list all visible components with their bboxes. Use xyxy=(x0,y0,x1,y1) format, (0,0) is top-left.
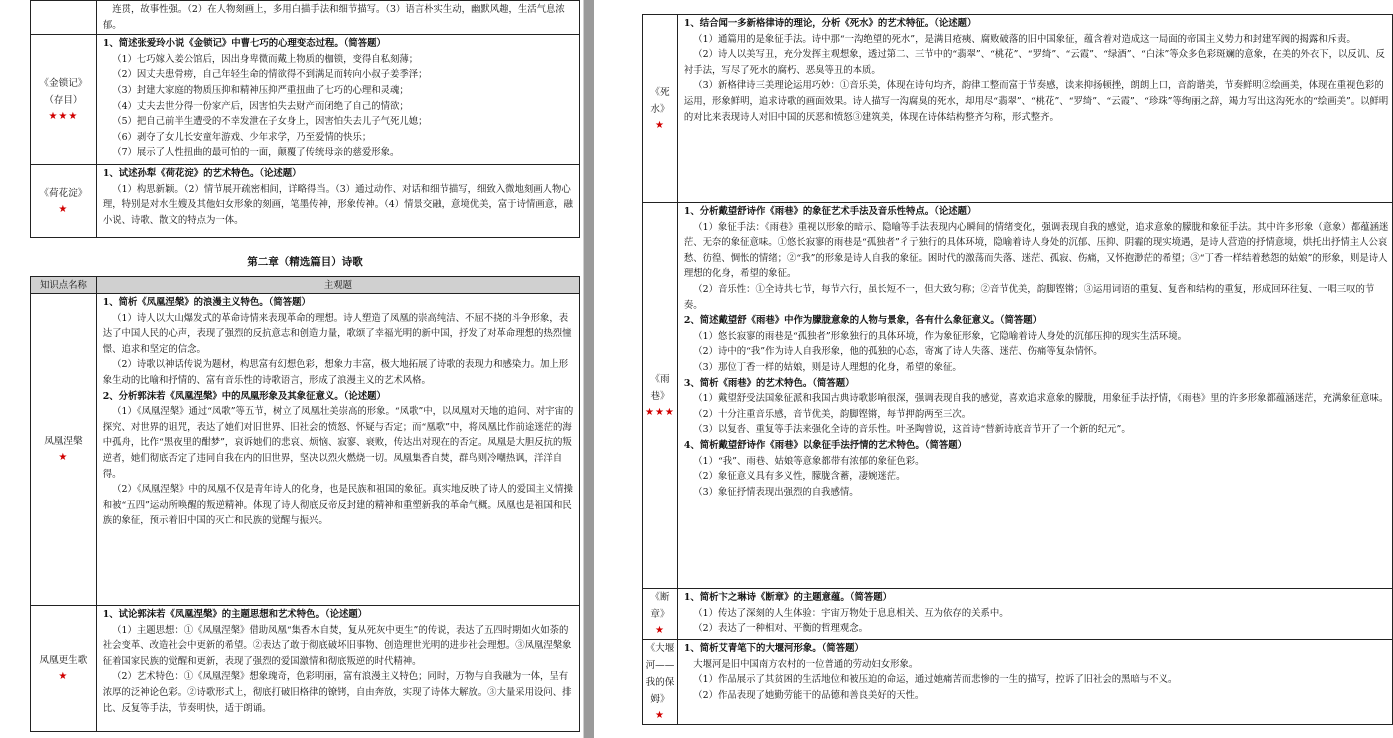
answer-text: （7）展示了人性扭曲的最可怕的一面，颠覆了传统母亲的慈爱形象。 xyxy=(112,147,400,159)
question-cell xyxy=(96,35,579,165)
question-title: 1、简述张爱玲小说《金锁记》中曹七巧的心理变态过程。（简答题） xyxy=(102,38,386,50)
importance-stars: ★★★ xyxy=(48,110,79,122)
answer-text: 连贯，故事性强。（2）在人物刻画上，多用白描手法和细节描写。（3）语言朴实生动，幽默风趣，生活气息浓郁。 xyxy=(102,4,565,31)
table-row xyxy=(31,35,580,165)
knowledge-point-cell xyxy=(643,589,678,640)
question-title: 1、简析卞之琳诗《断章》的主题意蕴。（简答题） xyxy=(683,592,892,603)
answer-text: （1）作品展示了其贫困的生活地位和被压迫的命运，通过她痛苦而悲惨的一生的描写，控诉了旧社会的黑暗与不义。 xyxy=(693,674,1178,686)
question-title: 3、简析《雨巷》的艺术特色。（简答题） xyxy=(683,377,855,389)
table-header-row xyxy=(31,277,580,294)
question-title: 2、简述戴望舒《雨巷》中作为朦胧意象的人物与景象，各有什么象征意义。（简答题） xyxy=(683,315,1042,327)
answer-text: （3）封建大家庭的物质压抑和精神压抑严重扭曲了七巧的心理和灵魂； xyxy=(112,84,409,96)
question-cell xyxy=(677,15,1392,203)
importance-stars: ★★★ xyxy=(645,406,675,418)
table-row xyxy=(643,15,1393,203)
answer-text: （2）《凤凰涅槃》中的凤凰不仅是青年诗人的化身，也是民族和祖国的象征。真实地反映了诗人的爱国主义情操和被“五四”运动所唤醒的叛逆精神。体现了诗人彻底反帝反封建的精神和重塑新我的革命气概。凤凰也是祖国和民族的象征，预示着旧中国的灭亡和民族的觉醒与振兴。 xyxy=(102,484,573,527)
importance-stars: ★ xyxy=(654,710,665,721)
answer-text: （2）诗中的“我”作为诗人自我形象，他的孤独的心态，寄寓了诗人失落、迷茫、伤痛等复杂情怀。 xyxy=(693,346,1103,358)
knowledge-point-cell xyxy=(643,15,678,203)
table-row xyxy=(31,606,580,732)
answer-text: （6）剥夺了女儿长安童年游戏、少年求学，乃至爱情的快乐； xyxy=(112,131,372,143)
question-cell xyxy=(96,1,579,35)
question-title: 4、简析戴望舒诗作《雨巷》以象征手法抒情的艺术特色。（简答题） xyxy=(683,439,967,451)
answer-text: （3）那位丁香一样的姑娘，则是诗人理想的化身，希望的象征。 xyxy=(693,361,962,373)
table-row xyxy=(31,294,580,606)
question-cell xyxy=(677,203,1392,589)
importance-stars: ★ xyxy=(654,119,665,131)
answer-text: （1）诗人以大山爆发式的革命诗情来表现革命的理想。诗人塑造了凤凰的崇高纯洁、不屈不挠的斗争形象，表达了中国人民的心声，表现了强烈的反抗意志和创造力量，歌颂了幸福光明的新中国，抒发了对革命理想的热烈憧憬、追求和坚定的信念。 xyxy=(102,312,572,355)
question-cell xyxy=(96,165,579,238)
question-title: 1、结合闻一多新格律诗的理论，分析《死水》的艺术特征。（论述题） xyxy=(683,18,977,29)
knowledge-point-cell xyxy=(31,35,97,165)
knowledge-point-cell xyxy=(31,606,97,732)
answer-text: （1）“我”、雨巷、姑娘等意象都带有浓郁的象征色彩。 xyxy=(693,455,925,467)
knowledge-point-cell xyxy=(643,640,678,725)
table-row xyxy=(643,640,1393,725)
answer-text: （1）构思新颖。（2）情节展开疏密相间，详略得当。（3）通过动作、对话和细节描写，细致入微地刻画人物心理，特别是对水生嫂及其他妇女形象的刻画，笔墨传神，形象传神。（4）情景交融，意境优美，富于诗情画意，融小说、诗歌、散文的特点为一体。 xyxy=(102,183,573,226)
answer-text: （2）诗人以美写丑，充分发挥主观想象，透过第二、三节中的“翡翠”、“桃花”、“罗绮”、“云霞”、“绿酒”、“白沫”等众多色彩斑斓的意象，在美的外衣下，以反讥、反衬手法，写尽了死水的腐朽、恶臭等丑的本质。 xyxy=(683,49,1385,76)
question-cell xyxy=(677,589,1392,640)
importance-stars: ★ xyxy=(654,625,665,636)
table-row xyxy=(643,203,1393,589)
answer-text: （1）传达了深刻的人生体验：宇宙万物处于息息相关、互为依存的关系中。 xyxy=(693,607,1009,619)
answer-text: （4）丈夫去世分得一份家产后，因害怕失去财产而闭绝了自己的情欲； xyxy=(112,100,409,112)
knowledge-point-name: 《金锁记》（存目） xyxy=(39,77,88,106)
knowledge-point-name: 凤凰更生歌 xyxy=(39,655,88,666)
answer-text: （3）新格律诗三美理论运用巧妙：①音乐美，体现在诗句均齐，韵律工整而富于节奏感，读来抑扬顿挫，朗朗上口，音韵谐美，节奏鲜明②绘画美，体现在重视色彩的运用，形象鲜明，追求诗歌的画面效果。诗人描写一沟腐臭的死水，却用尽“翡翠”、“桃花”、“罗绮”、“云霞”、“珍珠”等绚丽之辞，竭力写出这沟死水的“绘画美”。以鲜明的对比来表现诗人对旧中国的厌恶和愤怒③建筑美，体现在诗体结构整齐匀称，形式整齐。 xyxy=(683,80,1389,123)
answer-text: 大堰河是旧中国南方农村的一位普通的劳动妇女形象。 xyxy=(693,658,919,670)
answer-text: （1）通篇用的是象征手法。诗中那“一沟绝望的死水”，是满目疮痍、腐败破落的旧中国象征，蕴含着对造成这一局面的帝国主义势力和封建军阀的揭露和斥责。 xyxy=(693,33,1356,45)
answer-text: （2）表达了一种相对、平衡的哲理观念。 xyxy=(693,623,869,635)
answer-text: （1）悠长寂寥的雨巷是“孤独者”形象独行的具体环境，作为象征形象，它隐喻着诗人身处的沉郁压抑的现实生活环境。 xyxy=(693,330,1187,342)
question-title: 1、试述孙犁《荷花淀》的艺术特色。（论述题） xyxy=(102,168,302,180)
question-cell xyxy=(677,640,1392,725)
importance-stars: ★ xyxy=(58,671,69,682)
answer-text: （2）诗歌以神话传说为题材，构思富有幻想色彩，想象力丰富，极大地拓展了诗歌的表现力和感染力。加上形象生动的比喻和抒情的、富有音乐性的诗歌语言，形成了浪漫主义的艺术风格。 xyxy=(102,359,569,386)
answer-text: （2）艺术特色：①《凤凰涅槃》想象瑰奇，色彩明丽，富有浪漫主义特色；同时，万物与自我融为一体，呈有浓厚的泛神论色彩。②诗歌形式上，彻底打破旧格律的镣铐，自由奔放，实现了诗体大解放。③大量采用设问、排比、反复等手法，节奏明快，适于朗诵。 xyxy=(102,671,572,714)
answer-text: （1）七巧嫁入姜公馆后，因出身卑微而戴上物质的枷锁，变得自私刻薄； xyxy=(112,53,419,65)
notes-table-top xyxy=(30,0,580,238)
section-title: 第二章（精选篇目）诗歌 xyxy=(247,256,363,268)
answer-text: （3）以复沓、重复等手法来强化全诗的音乐性。叶圣陶曾说，这首诗“替新诗底音节开了一个新的纪元”。 xyxy=(693,424,1131,436)
knowledge-point-cell xyxy=(31,294,97,606)
answer-text: （2）十分注重音乐感，音节优美，韵脚铿锵，每节押韵两至三次。 xyxy=(693,408,972,420)
question-title: 1、试论郭沫若《凤凰涅槃》的主题思想和艺术特色。（论述题） xyxy=(102,609,368,620)
table-row xyxy=(643,589,1393,640)
page-gutter xyxy=(584,0,594,738)
answer-text: （1）象征手法：《雨巷》重视以形象的暗示、隐喻等手法表现内心瞬间的情绪变化，强调表现自我的感觉，追求意象的朦胧和象征手法。其中许多形象（意象）都蕴涵迷茫、无奈的象征意味。①悠长寂寥的雨巷是“孤独者”彳亍独行的具体环境，隐喻着诗人身处的沉郁、压抑、阴霾的现实境遇，是诗人营造的抒情意境，烘托出抒情主人公哀愁、彷徨、惆怅的情绪；②“我”的形象是诗人自我的象征。困时代的激荡而失落、迷茫、孤寂、伤痛，又怀抱渺茫的希望；③“丁香一样结着愁怨的姑娘”的形象，则是诗人理想的化身，希望的象征。 xyxy=(683,221,1389,280)
knowledge-point-name: 《大堰河——我的保姆》 xyxy=(645,643,675,705)
answer-text: （1）主题思想：①《凤凰涅槃》借助凤凰“集香木自焚，复从死灰中更生”的传说，表达了五四时期如火如荼的社会变革、改造社会中更新的希望。②表达了敢于彻底破坏旧事物、创造理世光明的进步社会理想。③凤凰涅槃象征着国家民族的觉醒和更新，表现了强烈的爱国激情和彻底叛逆的时代精神。 xyxy=(102,624,572,667)
answer-text: （1）戴望舒受法国象征派和我国古典诗歌影响很深，强调表现自我的感觉，喜欢追求意象的朦胧，用象征手法抒情，《雨巷》里的许多形象都蕴涵迷茫，充满象征意味。 xyxy=(693,393,1389,405)
answer-text: （1）《凤凰涅槃》通过“凤歌”等五节，树立了凤凰壮美崇高的形象。“凤歌”中，以凤凰对天地的追问、对宇宙的探究、对世界的诅咒，表达了她们对旧世界、旧社会的愤怒、怀疑与否定；而“凰歌”中，将凤凰比作前途迷茫的海中孤舟，比作“黑夜里的酣梦”，哀诉她们的悲哀、烦恼、寂寥、衰败，传达出对现在的否定。凤凰是大胆反抗的叛逆者，她们彻底否定了违同自我在内的旧世界，坚决以烈火燃烧一切。凤凰集香自焚，群鸟则冷嘲热讽，洋洋自得。 xyxy=(102,406,574,480)
document-page-right xyxy=(594,0,1389,738)
question-cell xyxy=(96,606,579,732)
question-cell xyxy=(96,294,579,606)
knowledge-point-name: 《荷花淀》 xyxy=(39,187,88,199)
knowledge-point-cell xyxy=(31,165,97,238)
knowledge-point-name: 《断章》 xyxy=(650,592,670,620)
answer-text: （2）象征意义具有多义性，朦胧含蓄，凄婉迷茫。 xyxy=(693,471,906,483)
question-title: 1、简析《凤凰涅槃》的浪漫主义特色。（简答题） xyxy=(102,297,311,308)
importance-stars: ★ xyxy=(58,452,69,463)
importance-stars: ★ xyxy=(58,203,69,215)
answer-text: （2）作品表现了她勤劳能干的品德和善良美好的天性。 xyxy=(693,689,925,701)
question-title: 2、分析郭沫若《凤凰涅槃》中的凤凰形象及其象征意义。（论述题） xyxy=(102,390,386,402)
knowledge-point-name: 《雨巷》 xyxy=(650,373,670,402)
knowledge-point-cell xyxy=(31,1,97,35)
question-title: 1、分析戴望舒诗作《雨巷》的象征艺术手法及音乐性特点。（论述题） xyxy=(683,206,977,217)
question-title: 1、简析艾青笔下的大堰河形象。（简答题） xyxy=(683,643,864,654)
knowledge-point-name: 凤凰涅槃 xyxy=(44,436,83,447)
answer-text: （2）因丈夫患骨痨，自己年轻生命的情欲得不到满足而转向小叔子姜季泽； xyxy=(112,69,428,81)
header-knowledge-point: 知识点名称 xyxy=(31,277,97,294)
notes-table-right xyxy=(642,14,1393,725)
answer-text: （3）象征抒情表现出强烈的自我感情。 xyxy=(693,486,859,498)
table-row xyxy=(31,165,580,238)
table-row xyxy=(31,1,580,35)
header-subjective-question: 主观题 xyxy=(96,277,579,294)
answer-text: （5）把自己前半生遭受的不幸发泄在子女身上，因害怕失去儿子气死儿媳； xyxy=(112,116,428,128)
knowledge-point-name: 《死水》 xyxy=(650,86,670,115)
answer-text: （2）音乐性：①全诗共七节，每节六行，虽长短不一，但大致匀称；②音节优美，韵脚铿锵；③运用词语的重复、复沓和结构的重复，形成回环往复、一唱三叹的节奏。 xyxy=(683,283,1375,311)
notes-table-poetry xyxy=(30,276,580,732)
knowledge-point-cell xyxy=(643,203,678,589)
document-page-left xyxy=(0,0,584,738)
